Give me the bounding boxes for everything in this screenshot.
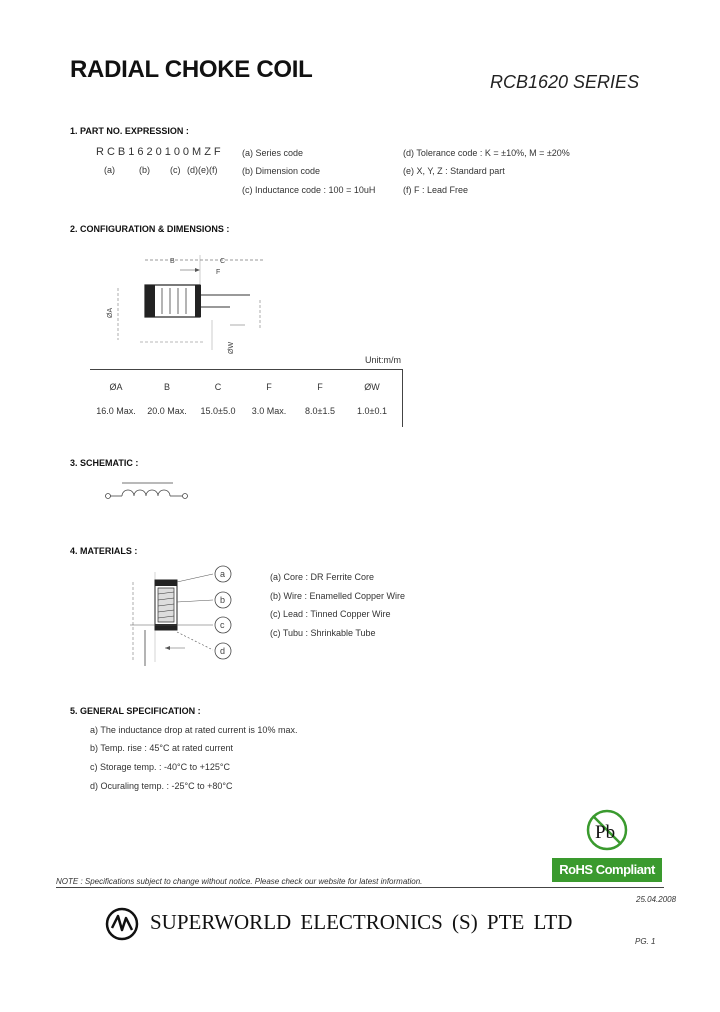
rohs-badge: RoHS Compliant — [552, 858, 662, 882]
table-right-rule — [402, 369, 403, 427]
company-logo-icon — [104, 906, 140, 942]
unit-label: Unit:m/m — [365, 355, 401, 365]
document-date: 25.04.2008 — [636, 895, 677, 904]
footer-note: NOTE : Specifications subject to change without notice. Please check our website for latest information. — [56, 877, 423, 886]
material-item-d: (c) Tubu : Shrinkable Tube — [270, 628, 376, 638]
section-materials-heading: 4. MATERIALS : — [70, 546, 138, 556]
callout-d: d — [220, 646, 226, 656]
marker-def: (d)(e)(f) — [187, 165, 218, 175]
table-header-cell: F — [317, 382, 323, 392]
spec-item-c: c) Storage temp. : -40°C to +125°C — [90, 762, 231, 772]
coil-dimension-drawing — [100, 250, 290, 360]
marker-a: (a) — [104, 165, 115, 175]
table-cell: 20.0 Max. — [147, 406, 187, 416]
table-row — [90, 399, 398, 423]
table-header-cell: F — [266, 382, 272, 392]
table-top-rule — [90, 369, 402, 370]
part-desc-b: (b) Dimension code — [242, 166, 321, 176]
material-item-c: (c) Lead : Tinned Copper Wire — [270, 609, 391, 619]
marker-b: (b) — [139, 165, 150, 175]
part-desc-c: (c) Inductance code : 100 = 10uH — [242, 185, 376, 195]
footer-rule — [56, 887, 664, 888]
section-part-no-heading: 1. PART NO. EXPRESSION : — [70, 126, 189, 136]
table-cell: 8.0±1.5 — [305, 406, 335, 416]
table-header-cell: ØA — [109, 382, 123, 392]
marker-c: (c) — [170, 165, 181, 175]
page-number: PG. 1 — [635, 937, 656, 946]
callout-c: c — [220, 620, 225, 630]
section-schematic-heading: 3. SCHEMATIC : — [70, 458, 139, 468]
material-callouts — [212, 564, 234, 660]
part-desc-d: (d) Tolerance code : K = ±10%, M = ±20% — [403, 148, 570, 158]
table-cell: 16.0 Max. — [96, 406, 136, 416]
table-cell: 3.0 Max. — [251, 406, 287, 416]
document-title: RADIAL CHOKE COIL — [70, 56, 313, 83]
table-cell: 15.0±5.0 — [200, 406, 236, 416]
part-desc-f: (f) F : Lead Free — [403, 185, 469, 195]
table-header-cell: ØW — [364, 382, 380, 392]
table-cell: 1.0±0.1 — [357, 406, 387, 416]
lead-free-symbol: Pb — [595, 822, 616, 843]
part-number-code: RCB1620100MZF — [96, 146, 224, 158]
callout-a: a — [220, 569, 226, 579]
spec-item-d: d) Ocuraling temp. : -25°C to +80°C — [90, 781, 233, 791]
dim-label-a: ØA — [107, 307, 114, 318]
material-item-a: (a) Core : DR Ferrite Core — [270, 572, 375, 582]
dim-label-c: C — [220, 258, 226, 265]
series-name: RCB1620 SERIES — [490, 72, 640, 92]
dim-label-w: ØW — [228, 341, 235, 354]
spec-item-b: b) Temp. rise : 45°C at rated current — [90, 743, 233, 753]
schematic-symbol — [100, 480, 200, 508]
callout-b: b — [220, 595, 226, 605]
part-desc-a: (a) Series code — [242, 148, 304, 158]
dimension-table — [90, 375, 398, 423]
table-header-cell: B — [163, 382, 170, 392]
spec-item-a: a) The inductance drop at rated current is 10% max. — [90, 725, 298, 735]
dim-label-f: F — [216, 269, 221, 276]
dim-label-b: B — [170, 258, 175, 265]
material-item-b: (b) Wire : Enamelled Copper Wire — [270, 591, 406, 601]
table-header-cell: C — [214, 382, 222, 392]
section-config-heading: 2. CONFIGURATION & DIMENSIONS : — [70, 224, 230, 234]
part-desc-e: (e) X, Y, Z : Standard part — [403, 166, 505, 176]
lead-free-icon — [585, 808, 629, 852]
section-spec-heading: 5. GENERAL SPECIFICATION : — [70, 706, 201, 716]
company-name: SUPERWORLD ELECTRONICS (S) PTE LTD — [150, 910, 573, 934]
table-header-row — [90, 375, 398, 399]
